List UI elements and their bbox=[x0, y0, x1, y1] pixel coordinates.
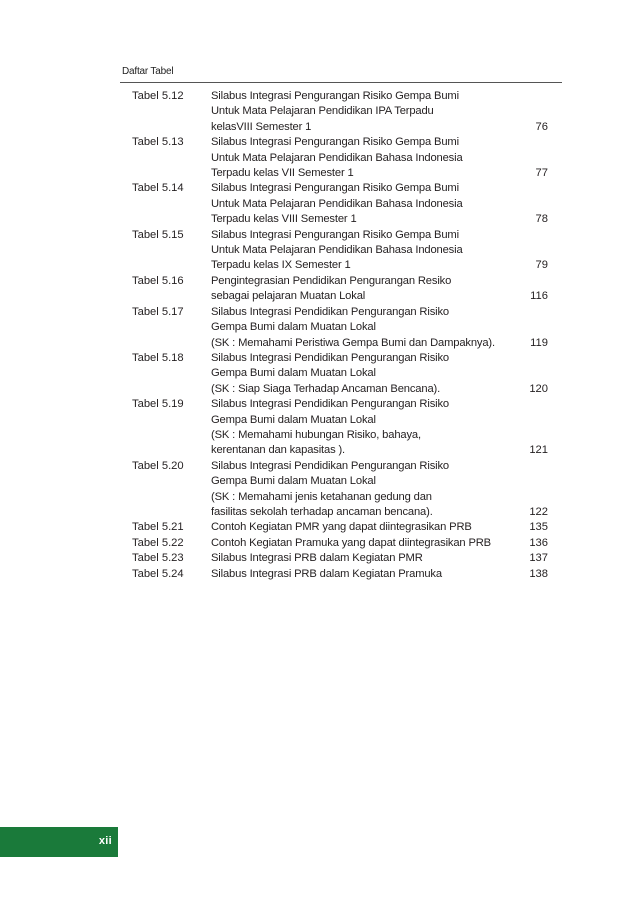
table-number: Tabel 5.23 bbox=[132, 552, 184, 565]
table-number: Tabel 5.16 bbox=[132, 274, 184, 287]
table-title-line bbox=[211, 551, 548, 566]
table-title-text: Silabus Integrasi Pendidikan Pengurangan Risiko bbox=[211, 459, 449, 472]
table-number: Tabel 5.17 bbox=[132, 305, 184, 318]
table-title-block bbox=[211, 135, 548, 181]
page-reference: 120 bbox=[529, 382, 548, 395]
table-title-line bbox=[211, 443, 548, 458]
table-title-text: Gempa Bumi dalam Muatan Lokal bbox=[211, 475, 376, 488]
table-title-line bbox=[211, 520, 548, 535]
table-title-text: Untuk Mata Pelajaran Pendidikan Bahasa Indonesia bbox=[211, 197, 463, 210]
page-reference: 121 bbox=[529, 444, 548, 457]
table-number: Tabel 5.13 bbox=[132, 136, 184, 149]
page-reference: 136 bbox=[529, 536, 548, 549]
table-title-line bbox=[211, 228, 548, 243]
table-title-text: sebagai pelajaran Muatan Lokal bbox=[211, 290, 366, 303]
table-title-text: Silabus Integrasi Pengurangan Risiko Gempa Bumi bbox=[211, 182, 459, 195]
table-title-line bbox=[211, 274, 548, 289]
table-title-text: Contoh Kegiatan PMR yang dapat diintegrasikan PRB bbox=[211, 521, 472, 534]
table-title-line bbox=[211, 305, 548, 320]
page-reference: 78 bbox=[535, 213, 548, 226]
table-title-block bbox=[211, 520, 548, 535]
list-item bbox=[132, 551, 548, 566]
list-item bbox=[132, 181, 548, 227]
table-title-text: Contoh Kegiatan Pramuka yang dapat diintegrasikan PRB bbox=[211, 536, 491, 549]
table-title-text: fasilitas sekolah terhadap ancaman bencana). bbox=[211, 505, 433, 518]
table-title-line bbox=[211, 336, 548, 351]
table-title-text: Silabus Integrasi PRB dalam Kegiatan PMR bbox=[211, 552, 423, 565]
table-title-text: (SK : Siap Siaga Terhadap Ancaman Bencana). bbox=[211, 382, 441, 395]
page-number-badge bbox=[0, 827, 118, 857]
table-number: Tabel 5.14 bbox=[132, 182, 184, 195]
list-item bbox=[132, 135, 548, 181]
list-item bbox=[132, 567, 548, 582]
table-title-text: Silabus Integrasi Pengurangan Risiko Gempa Bumi bbox=[211, 136, 459, 149]
page-reference: 119 bbox=[530, 336, 548, 349]
table-title-block bbox=[211, 397, 548, 459]
table-title-block bbox=[211, 459, 548, 521]
table-title-line bbox=[211, 151, 548, 166]
table-number: Tabel 5.20 bbox=[132, 459, 184, 472]
page-reference: 135 bbox=[529, 521, 548, 534]
table-title-line bbox=[211, 397, 548, 412]
table-title-line bbox=[211, 382, 548, 397]
table-number: Tabel 5.22 bbox=[132, 536, 184, 549]
page-reference: 77 bbox=[535, 167, 548, 180]
table-title-block bbox=[211, 274, 548, 305]
table-title-text: Untuk Mata Pelajaran Pendidikan Bahasa Indonesia bbox=[211, 244, 463, 257]
table-title-line bbox=[211, 104, 548, 119]
list-item bbox=[132, 520, 548, 535]
table-title-block bbox=[211, 536, 548, 551]
table-title-text: Untuk Mata Pelajaran Pendidikan IPA Terpadu bbox=[211, 105, 434, 118]
table-title-line bbox=[211, 490, 548, 505]
table-title-block bbox=[211, 305, 548, 351]
table-title-line bbox=[211, 459, 548, 474]
page-reference: 137 bbox=[529, 552, 548, 565]
list-item bbox=[132, 459, 548, 521]
table-title-line bbox=[211, 89, 548, 104]
table-number: Tabel 5.24 bbox=[132, 567, 184, 580]
table-title-text: (SK : Memahami Peristiwa Gempa Bumi dan Dampaknya). bbox=[211, 336, 495, 349]
list-item bbox=[132, 305, 548, 351]
table-number: Tabel 5.19 bbox=[132, 398, 184, 411]
header-divider bbox=[120, 82, 562, 83]
table-title-line bbox=[211, 120, 548, 135]
table-title-block bbox=[211, 351, 548, 397]
table-title-line bbox=[211, 536, 548, 551]
table-title-text: Terpadu kelas VII Semester 1 bbox=[211, 167, 354, 180]
table-title-text: Gempa Bumi dalam Muatan Lokal bbox=[211, 321, 376, 334]
table-title-block bbox=[211, 551, 548, 566]
table-number: Tabel 5.15 bbox=[132, 228, 184, 241]
table-title-text: Terpadu kelas IX Semester 1 bbox=[211, 259, 351, 272]
table-title-line bbox=[211, 320, 548, 335]
table-number: Tabel 5.21 bbox=[132, 521, 184, 534]
table-title-text: Untuk Mata Pelajaran Pendidikan Bahasa Indonesia bbox=[211, 151, 463, 164]
table-title-text: Silabus Integrasi Pendidikan Pengurangan Risiko bbox=[211, 398, 449, 411]
table-title-line bbox=[211, 181, 548, 196]
page-number: xii bbox=[98, 835, 112, 847]
page-reference: 122 bbox=[529, 505, 548, 518]
table-title-line bbox=[211, 258, 548, 273]
table-title-line bbox=[211, 428, 548, 443]
table-title-text: Gempa Bumi dalam Muatan Lokal bbox=[211, 413, 376, 426]
table-number: Tabel 5.12 bbox=[132, 90, 184, 102]
list-item bbox=[132, 397, 548, 459]
table-title-block bbox=[211, 89, 548, 135]
table-title-text: Silabus Integrasi Pendidikan Pengurangan Risiko bbox=[211, 351, 449, 364]
page-reference: 138 bbox=[529, 567, 548, 580]
list-item bbox=[132, 89, 548, 135]
table-title-text: kelasVIII Semester 1 bbox=[211, 120, 312, 133]
table-title-line bbox=[211, 166, 548, 181]
list-item bbox=[132, 228, 548, 274]
table-title-line bbox=[211, 243, 548, 258]
table-title-text: Silabus Integrasi PRB dalam Kegiatan Pramuka bbox=[211, 567, 442, 580]
table-number: Tabel 5.18 bbox=[132, 351, 184, 364]
table-title-line bbox=[211, 212, 548, 227]
table-title-line bbox=[211, 413, 548, 428]
list-item bbox=[132, 351, 548, 397]
table-title-line bbox=[211, 197, 548, 212]
table-list bbox=[132, 89, 548, 582]
list-item bbox=[132, 536, 548, 551]
table-title-text: Terpadu kelas VIII Semester 1 bbox=[211, 213, 357, 226]
table-title-text: Silabus Integrasi Pendidikan Pengurangan Risiko bbox=[211, 305, 449, 318]
table-title-line bbox=[211, 474, 548, 489]
table-title-line bbox=[211, 289, 548, 304]
table-title-line bbox=[211, 505, 548, 520]
table-title-line bbox=[211, 351, 548, 366]
table-title-text: Gempa Bumi dalam Muatan Lokal bbox=[211, 367, 376, 380]
table-title-line bbox=[211, 135, 548, 150]
running-header: Daftar Tabel bbox=[122, 66, 174, 77]
page-reference: 116 bbox=[530, 290, 548, 303]
table-title-block bbox=[211, 228, 548, 274]
table-title-text: Pengintegrasian Pendidikan Pengurangan Resiko bbox=[211, 274, 452, 287]
table-title-line bbox=[211, 366, 548, 381]
table-title-block bbox=[211, 181, 548, 227]
table-title-block bbox=[211, 567, 548, 582]
list-item bbox=[132, 274, 548, 305]
page-reference: 76 bbox=[535, 120, 548, 133]
table-title-text: kerentanan dan kapasitas ). bbox=[211, 444, 346, 457]
table-title-text: Silabus Integrasi Pengurangan Risiko Gempa Bumi bbox=[211, 228, 459, 241]
table-title-text: Silabus Integrasi Pengurangan Risiko Gempa Bumi bbox=[211, 90, 459, 102]
page-reference: 79 bbox=[535, 259, 548, 272]
table-title-text: (SK : Memahami jenis ketahanan gedung dan bbox=[211, 490, 432, 503]
table-title-line bbox=[211, 567, 548, 582]
table-title-text: (SK : Memahami hubungan Risiko, bahaya, bbox=[211, 428, 421, 441]
